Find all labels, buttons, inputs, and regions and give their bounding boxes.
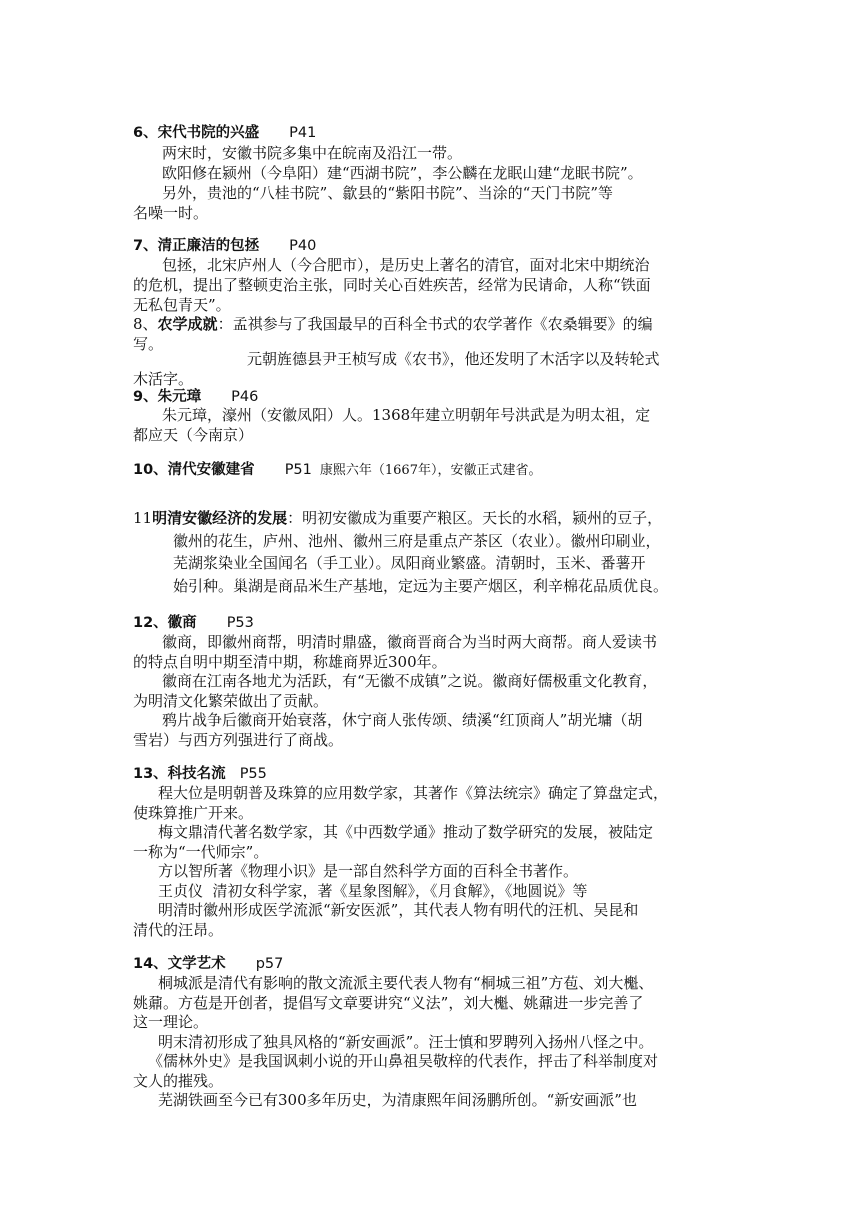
page-reference: P53 <box>226 615 254 631</box>
page-reference: P51 <box>284 462 312 478</box>
section-heading-text: 7、清正廉洁的包拯 <box>133 238 260 254</box>
paragraph-text: 孟祺参与了我国最早的百科全书式的农学著作《农桑辑要》的编 <box>232 315 653 333</box>
page-reference: P40 <box>289 238 317 254</box>
paragraph-line: 明清时徽州形成医学流派“新安医派”，其代表人物有明代的汪机、吴昆和 <box>158 901 639 919</box>
section-10-heading <box>133 460 541 481</box>
paragraph-line: 木活字。 <box>133 370 194 388</box>
section-heading-text: 12、徽商 <box>133 615 197 631</box>
page-reference: P46 <box>231 389 259 405</box>
paragraph-line: 这一理论。 <box>133 1013 209 1031</box>
paragraph-line: 芜湖铁画至今已有300多年历史，为清康熙年间汤鹏所创。“新安画派”也 <box>158 1091 637 1109</box>
section-heading-text: 农学成就 <box>157 315 218 333</box>
heading-colon: ： <box>217 315 233 333</box>
section-6-heading <box>133 123 316 143</box>
paragraph-line: 无私包青天”。 <box>133 296 231 314</box>
paragraph-line: 都应天（今南京） <box>133 426 254 444</box>
paragraph-line: 朱元璋，濠州（安徽凤阳）人。1368年建立明朝年号洪武是为明太祖，定 <box>162 406 651 424</box>
section-heading-text: 9、朱元璋 <box>133 389 202 405</box>
section-11-line <box>133 508 662 528</box>
paragraph-line: 文人的摧残。 <box>133 1072 224 1090</box>
paragraph-line: 使珠算推广开来。 <box>133 804 254 822</box>
section-heading-text: 14、文学艺术 <box>133 956 226 972</box>
paragraph-line: 徽商在江南各地尤为活跃，有“无徽不成镇”之说。徽商好儒极重文化教育， <box>162 672 658 690</box>
page-reference: P41 <box>289 125 317 141</box>
paragraph-text: 明初安徽成为重要产粮区。天长的水稻，颍州的豆子， <box>302 509 663 527</box>
paragraph-line: 另外，贵池的“八桂书院”、歙县的“紫阳书院”、当涂的“天门书院”等 <box>162 184 614 202</box>
section-12-heading <box>133 613 254 633</box>
section-heading-text: 6、宋代书院的兴盛 <box>133 125 260 141</box>
paragraph-line: 《儒林外史》是我国讽刺小说的开山鼻祖吴敬梓的代表作，抨击了科举制度对 <box>148 1052 659 1070</box>
paragraph-line: 名噪一时。 <box>133 204 209 222</box>
section-heading-text: 13、科技名流 <box>133 766 226 782</box>
section-13-heading <box>133 764 267 784</box>
section-heading-text: 明清安徽经济的发展 <box>152 509 288 527</box>
paragraph-line: 明末清初形成了独具风格的“新安画派”。汪士慎和罗聘列入扬州八怪之中。 <box>158 1033 654 1051</box>
paragraph-line: 桐城派是清代有影响的散文流派主要代表人物有“桐城三祖”方苞、刘大櫆、 <box>158 974 654 992</box>
paragraph-line: 的特点自明中期至清中期，称雄商界近300年。 <box>133 653 447 671</box>
paragraph-line: 梅文鼎清代著名数学家，其《中西数学通》推动了数学研究的发展，被陆定 <box>158 823 654 841</box>
paragraph-line: 始引种。巢湖是商品米生产基地，定远为主要产烟区，利辛棉花品质优良。 <box>173 577 669 595</box>
page-reference: P55 <box>239 766 267 782</box>
paragraph-line: 王贞仪 清初女科学家，著《星象图解》，《月食解》，《地圆说》等 <box>158 882 588 900</box>
paragraph-line: 一称为“一代师宗”。 <box>133 843 269 861</box>
paragraph-line: 写。 <box>133 335 164 353</box>
paragraph-line: 徽商，即徽州商帮，明清时鼎盛，徽商晋商合为当时两大商帮。商人爱读书 <box>162 633 658 651</box>
paragraph-line: 两宋时，安徽书院多集中在皖南及沿江一带。 <box>162 144 463 162</box>
heading-colon: ： <box>287 509 303 527</box>
section-14-heading <box>133 954 283 974</box>
paragraph-line: 为明清文化繁荣做出了贡献。 <box>133 692 329 710</box>
section-7-heading <box>133 236 316 256</box>
section-number: 8、 <box>133 315 158 333</box>
page-reference: p57 <box>255 956 284 972</box>
section-8-line <box>133 314 653 334</box>
paragraph-line: 欧阳修在颍州（今阜阳）建“西湖书院”，李公麟在龙眠山建“龙眠书院”。 <box>162 164 643 182</box>
section-9-heading <box>133 387 258 407</box>
paragraph-line: 包拯，北宋庐州人（今合肥市），是历史上著名的清官，面对北宋中期统治 <box>162 256 650 274</box>
paragraph-line: 元朝旌德县尹王桢写成《农书》，他还发明了木活字以及转轮式 <box>247 350 660 368</box>
section-number: 11 <box>133 509 153 527</box>
paragraph-line: 徽州的花生，庐州、池州、徽州三府是重点产茶区（农业）。徽州印刷业， <box>173 532 661 550</box>
paragraph-line: 芜湖浆染业全国闻名（手工业）。凤阳商业繁盛。清朝时，玉米、番薯开 <box>173 554 646 572</box>
paragraph-text: 康熙六年（1667年），安徽正式建省。 <box>319 463 542 478</box>
paragraph-line: 清代的汪昂。 <box>133 921 224 939</box>
paragraph-line: 的危机，提出了整顿吏治主张，同时关心百姓疾苦，经常为民请命，人称“铁面 <box>133 276 651 294</box>
paragraph-line: 鸦片战争后徽商开始衰落，休宁商人张传颂、绩溪“红顶商人”胡光墉（胡 <box>162 711 643 729</box>
paragraph-line: 方以智所著《物理小识》是一部自然科学方面的百科全书著作。 <box>158 862 579 880</box>
paragraph-line: 程大位是明朝普及珠算的应用数学家，其著作《算法统宗》确定了算盘定式， <box>158 784 669 802</box>
paragraph-line: 雪岩）与西方列强进行了商战。 <box>133 731 344 749</box>
section-heading-text: 10、清代安徽建省 <box>133 462 255 478</box>
paragraph-line: 姚鼐。方苞是开创者，提倡写文章要讲究“义法”，刘大櫆、姚鼐进一步完善了 <box>133 994 644 1012</box>
